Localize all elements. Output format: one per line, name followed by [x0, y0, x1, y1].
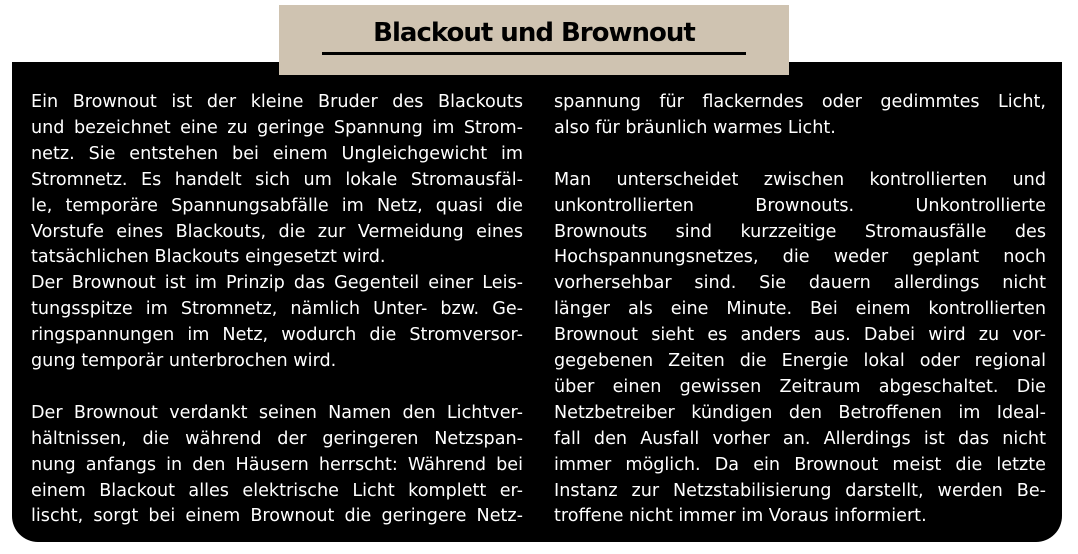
text-line: tatsächlichen Blackouts eingesetzt wird. [31, 247, 386, 268]
text-line: länger als eine Minute. Bei einem kontrollierten [554, 299, 1046, 320]
text-line: vorhersehbar sind. Sie dauern allerdings nicht [554, 273, 1046, 294]
page-title: Blackout und Brownout [373, 18, 695, 48]
text-line: immer möglich. Da ein Brownout meist die letzte [554, 454, 1046, 475]
paragraph [31, 271, 523, 375]
title-banner [279, 5, 789, 75]
text-line: troffene nicht immer im Voraus informiert. [554, 506, 927, 527]
text-line: spannung für flackerndes oder gedimmtes Licht, [554, 92, 1046, 112]
paragraph-spacer [554, 142, 1046, 168]
title-underline [322, 52, 746, 55]
text-line: und bezeichnet eine zu geringe Spannung im Strom- [31, 117, 523, 138]
text-line: Brownout sieht es anders aus. Dabei wird zu vor- [554, 325, 1046, 346]
text-line: hältnissen, die während der geringeren Netzspan- [31, 428, 523, 449]
text-line: gegebenen Zeiten die Energie lokal oder regional [554, 351, 1046, 372]
text-line: Hochspannungsnetzes, die weder geplant noch [554, 247, 1046, 268]
paragraph [31, 90, 523, 271]
text-line: Instanz zur Netzstabilisierung darstellt, werden Be- [554, 480, 1046, 501]
text-line: nung anfangs in den Häusern herrscht: Während bei [31, 454, 523, 475]
paragraph [31, 401, 523, 531]
text-line: Der Brownout verdankt seinen Namen den Lichtver- [31, 402, 523, 423]
text-line: gung temporär unterbrochen wird. [31, 351, 337, 372]
paragraph-spacer [31, 375, 523, 401]
text-line: Vorstufe eines Blackouts, die zur Vermeidung eines [31, 221, 523, 242]
text-line: einem Blackout alles elektrische Licht komplett er- [31, 480, 523, 501]
text-line: unkontrollierten Brownouts. Unkontrollierte [554, 195, 1046, 216]
left-column [31, 90, 523, 530]
text-line: Man unterscheidet zwischen kontrollierten und [554, 169, 1046, 190]
text-line: Brownouts sind kurzzeitige Stromausfälle des [554, 221, 1046, 242]
text-line: netz. Sie entstehen bei einem Ungleichgewicht im [31, 143, 523, 164]
text-line: tungsspitze im Stromnetz, nämlich Unter- bzw. Ge- [31, 299, 523, 320]
text-line: le, temporäre Spannungsabfälle im Netz, quasi die [31, 195, 523, 216]
paragraph [554, 90, 1046, 142]
text-line: also für bräunlich warmes Licht. [554, 117, 836, 138]
right-column [554, 90, 1046, 530]
text-line: fall den Ausfall vorher an. Allerdings ist das nicht [554, 428, 1046, 449]
text-line: Stromnetz. Es handelt sich um lokale Stromausfäl- [31, 169, 523, 190]
text-line: Der Brownout ist im Prinzip das Gegenteil einer Leis- [31, 273, 523, 294]
text-line: ringspannungen im Netz, wodurch die Stromversor- [31, 325, 523, 346]
paragraph [554, 168, 1046, 531]
text-line: lischt, sorgt bei einem Brownout die geringere Netz- [31, 506, 523, 527]
text-line: Ein Brownout ist der kleine Bruder des Blackouts [31, 92, 523, 112]
text-line: über einen gewissen Zeitraum abgeschaltet. Die [554, 376, 1046, 397]
text-line: Netzbetreiber kündigen den Betroffenen im Ideal- [554, 402, 1046, 423]
